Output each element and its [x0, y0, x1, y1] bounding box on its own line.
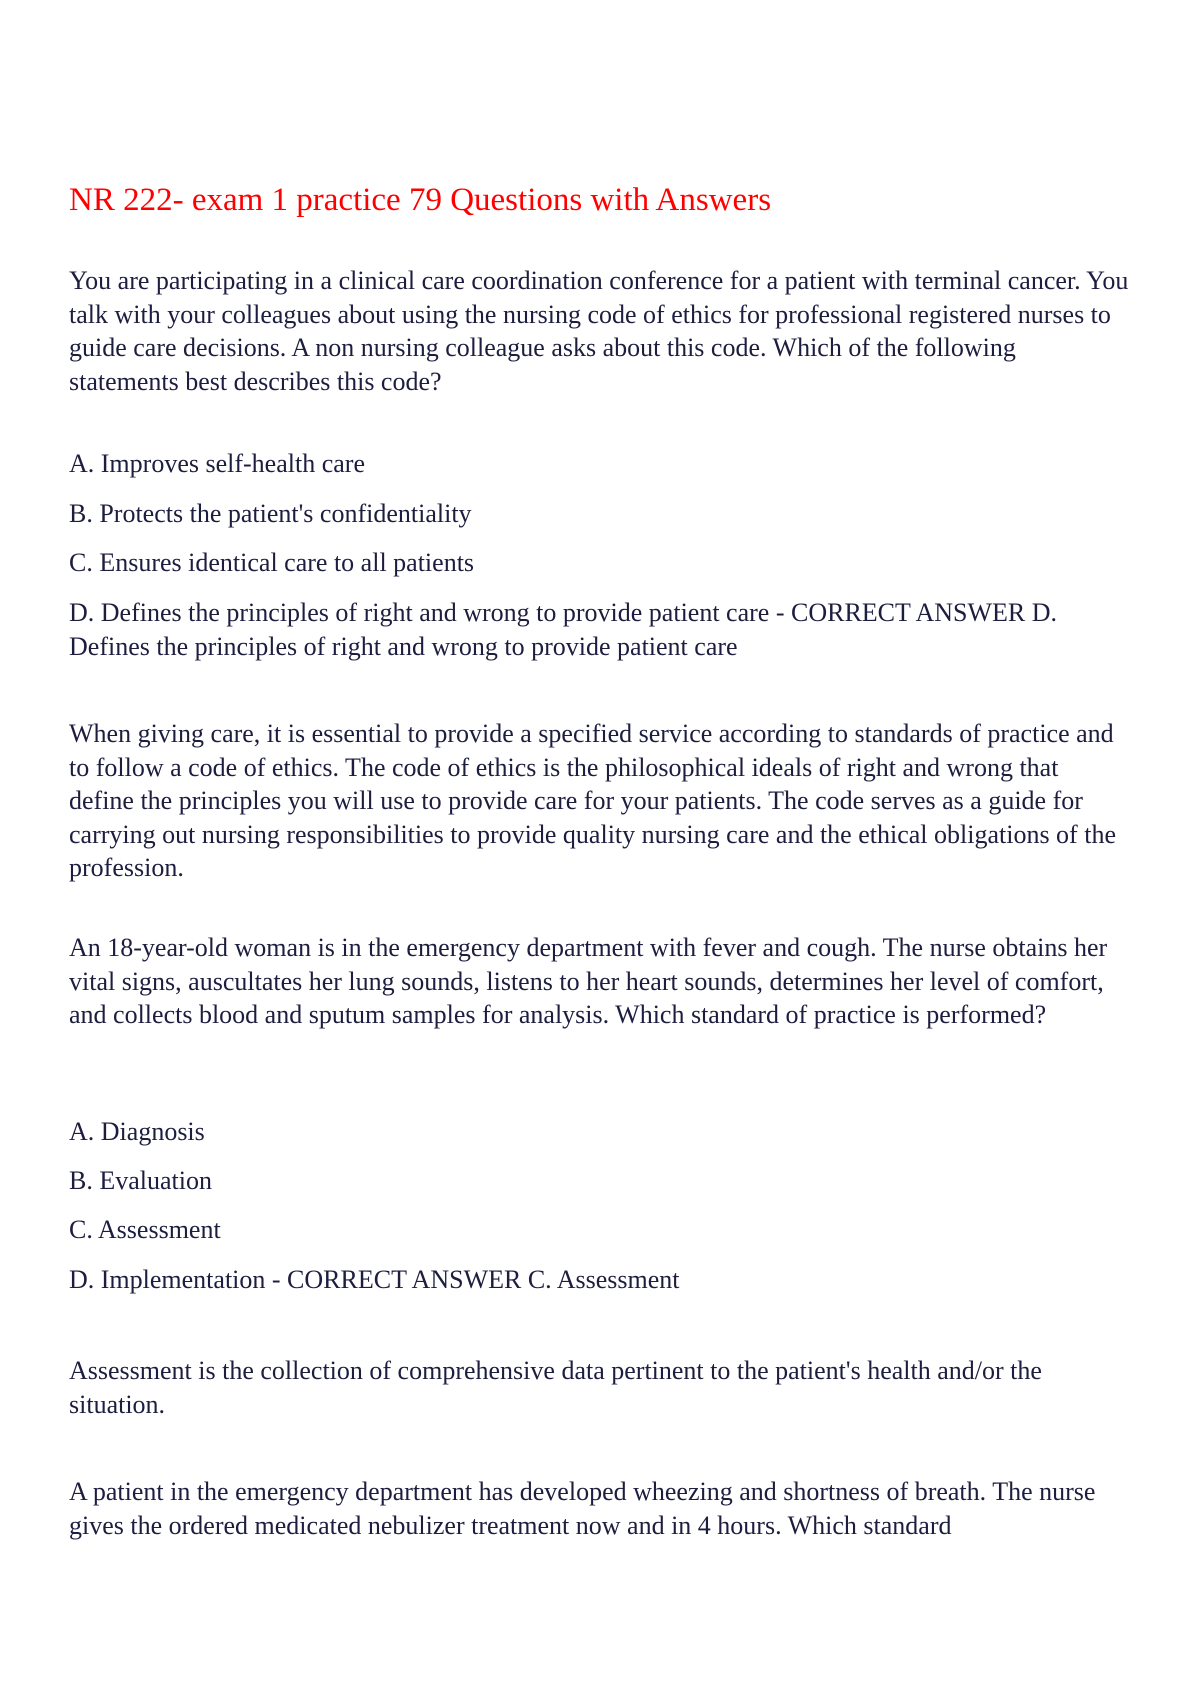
question-3-text: A patient in the emergency department has developed wheezing and shortness of breath. The nurse gives the ordered medicated nebulizer treatment now and in 4 hours. Which standard: [69, 1477, 1096, 1540]
question-2-option-d-answer: D. Implementation - CORRECT ANSWER C. Assessment: [69, 1265, 680, 1294]
question-1-option-c: C. Ensures identical care to all patients: [69, 548, 475, 577]
document-title: NR 222- exam 1 practice 79 Questions with Answers: [69, 182, 772, 218]
question-1-option-a: A. Improves self-health care: [69, 449, 365, 478]
question-1-rationale: When giving care, it is essential to provide a specified service according to standards of practice and to follow a code of ethics. The code of ethics is the philosophical ideals of right and wrong that define the principles you will use to provide care for your patients. The code serves as a guide for carrying out nursing responsibilities to provide quality nursing care and the ethical obligations of the profession.: [69, 719, 1116, 882]
question-1-option-b: B. Protects the patient's confidentiality: [69, 499, 472, 528]
question-2-text: An 18-year-old woman is in the emergency department with fever and cough. The nurse obtains her vital signs, auscultates her lung sounds, listens to her heart sounds, determines her level of comfort, and collects blood and sputum samples for analysis. Which standard of practice is performed?: [69, 933, 1108, 1029]
question-2-option-a: A. Diagnosis: [69, 1117, 205, 1146]
question-2-rationale: Assessment is the collection of comprehensive data pertinent to the patient's health and/or the situation.: [69, 1356, 1042, 1419]
question-2-option-b: B. Evaluation: [69, 1166, 212, 1195]
question-1-text: You are participating in a clinical care coordination conference for a patient with terminal cancer. You talk with your colleagues about using the nursing code of ethics for professional registered nurses to guide care decisions. A non nursing colleague asks about this code. Which of the following statements best describes this code?: [69, 266, 1129, 396]
question-2-option-c: C. Assessment: [69, 1215, 221, 1244]
question-1-option-d-answer: D. Defines the principles of right and wrong to provide patient care - CORRECT ANSWER D. Defines the principles of right and wrong to provide patient care: [69, 598, 1058, 661]
